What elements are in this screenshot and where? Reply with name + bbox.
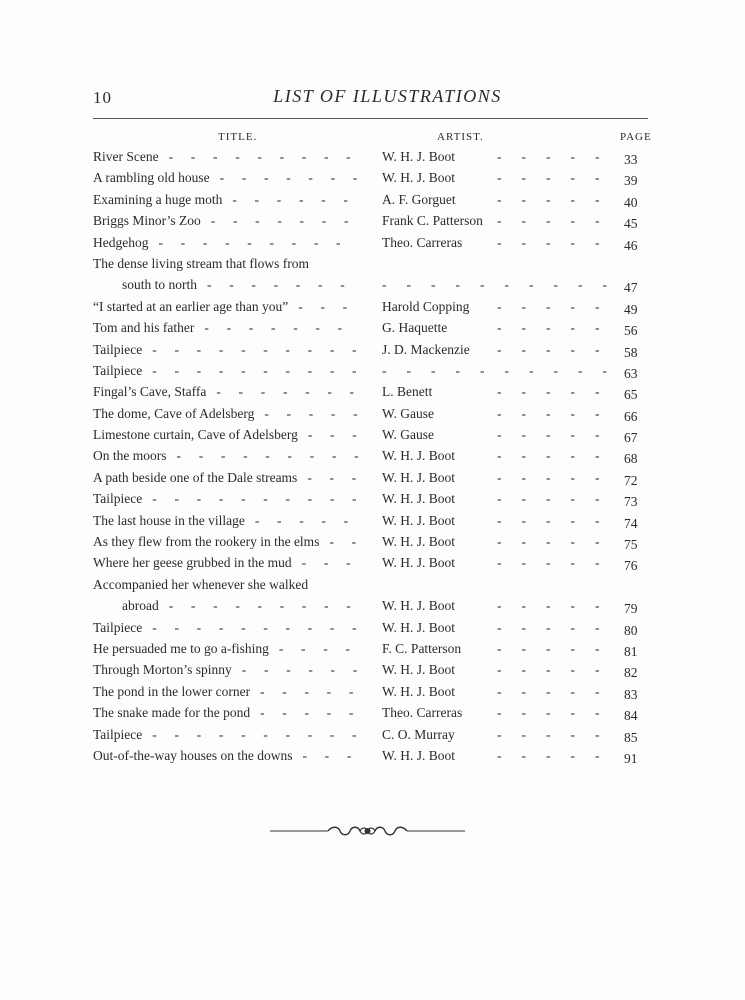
illustration-page-number: 65 <box>624 387 638 403</box>
artist-leader-dots: ----- <box>497 726 620 742</box>
illustration-artist: W. H. J. Boot <box>382 512 456 528</box>
title-leader-dots: ------- <box>207 277 363 293</box>
list-item <box>0 531 745 552</box>
title-leader-dots: -- <box>329 534 374 550</box>
illustration-title: The dense living stream that flows from <box>93 255 309 271</box>
illustration-artist: J. D. Mackenzie <box>382 341 470 357</box>
illustration-artist: C. O. Murray <box>382 726 455 742</box>
list-item <box>0 574 745 595</box>
title-leader-dots: ---------- <box>152 726 375 742</box>
title-leader-dots: --- <box>307 469 374 485</box>
title-leader-dots: ------- <box>219 170 375 186</box>
illustration-title: Hedgehog <box>93 234 149 250</box>
artist-leader-dots: ----- <box>497 149 620 164</box>
list-item <box>0 552 745 573</box>
artist-leader-dots: ----- <box>497 683 620 699</box>
illustration-page-number: 66 <box>624 408 638 424</box>
title-leader-dots: --- <box>301 555 369 571</box>
artist-leader-dots: ----- <box>497 469 620 485</box>
title-leader-dots: ---- <box>278 640 368 656</box>
illustration-page-number: 63 <box>624 365 638 381</box>
illustration-artist: G. Haquette <box>382 320 448 336</box>
illustration-artist: W. H. J. Boot <box>382 662 456 678</box>
illustration-artist: W. H. J. Boot <box>382 149 456 164</box>
artist-leader-dots: ----- <box>497 320 620 336</box>
illustration-title: Tailpiece <box>93 341 143 357</box>
artist-leader-dots: ----- <box>497 619 620 635</box>
illustration-page-number: 33 <box>624 152 638 167</box>
illustration-title: He persuaded me to go a-fishing <box>93 640 269 656</box>
artist-leader-dots: ----- <box>497 534 620 550</box>
illustration-title: Out-of-the-way houses on the downs <box>93 747 293 763</box>
artist-leader-dots: ----- <box>497 705 620 721</box>
illustration-title: Where her geese grubbed in the mud <box>93 555 292 571</box>
illustration-page-number: 45 <box>624 216 638 232</box>
list-item <box>0 445 745 466</box>
illustration-artist: W. Gause <box>382 427 434 443</box>
illustration-artist: W. H. J. Boot <box>382 491 456 507</box>
list-item <box>0 510 745 531</box>
illustration-artist: W. H. J. Boot <box>382 683 456 699</box>
list-item <box>0 189 745 210</box>
list-item <box>0 681 745 702</box>
title-leader-dots: ------- <box>204 320 360 336</box>
illustration-title: The dome, Cave of Adelsberg <box>93 405 255 421</box>
artist-leader-dots: ----- <box>497 170 620 186</box>
illustration-artist: W. H. J. Boot <box>382 598 456 614</box>
illustration-title: The last house in the village <box>93 512 245 528</box>
illustration-artist: W. H. J. Boot <box>382 170 456 186</box>
page-number: 10 <box>93 88 112 107</box>
artist-leader-dots: ---------- <box>382 362 627 378</box>
list-item <box>0 659 745 680</box>
title-leader-dots: ----- <box>254 512 366 528</box>
list-item-continuation <box>0 274 745 295</box>
list-item <box>0 253 745 274</box>
artist-leader-dots: ----- <box>497 427 620 443</box>
illustration-page-number: 58 <box>624 344 638 360</box>
illustration-page-number: 79 <box>624 601 638 617</box>
list-item <box>0 296 745 317</box>
list-item <box>0 617 745 638</box>
illustration-artist: W. Gause <box>382 405 434 421</box>
list-item <box>0 381 745 402</box>
illustration-title: Tailpiece <box>93 619 143 635</box>
artist-leader-dots: ----- <box>497 491 620 507</box>
artist-leader-dots: ----- <box>497 191 620 207</box>
illustration-title: Examining a huge moth <box>93 191 223 207</box>
title-leader-dots: --- <box>298 298 365 314</box>
list-item-continuation <box>0 595 745 616</box>
illustration-artist: L. Benett <box>382 384 433 400</box>
illustration-page-number: 76 <box>624 558 638 574</box>
artist-leader-dots: ----- <box>497 512 620 528</box>
illustration-page-number: 49 <box>624 301 638 317</box>
illustration-title: Tailpiece <box>93 726 143 742</box>
illustration-artist: F. C. Patterson <box>382 640 462 656</box>
illustration-title-continuation: south to north <box>122 277 198 293</box>
artist-leader-dots: ----- <box>497 598 620 614</box>
title-leader-dots: ------- <box>210 213 367 229</box>
artist-leader-dots: ----- <box>497 234 620 250</box>
illustration-page-number: 47 <box>624 280 638 296</box>
title-leader-dots: --- <box>307 427 375 443</box>
artist-leader-dots: ----- <box>497 662 620 678</box>
illustrations-list <box>0 146 745 766</box>
illustration-artist: Theo. Carreras <box>382 234 463 250</box>
title-leader-dots: ---------- <box>152 362 375 378</box>
illustration-page-number: 75 <box>624 537 638 553</box>
illustration-title: Through Morton’s spinny <box>93 662 232 678</box>
artist-leader-dots: ----- <box>497 448 620 464</box>
illustration-title: “I started at an earlier age than you” <box>93 298 289 314</box>
illustration-page-number: 73 <box>624 494 638 510</box>
title-leader-dots: ----- <box>260 683 372 699</box>
illustration-title: A rambling old house <box>93 170 210 186</box>
title-leader-dots: --------- <box>168 149 369 164</box>
artist-leader-dots: ----- <box>497 341 620 357</box>
illustration-page-number: 40 <box>624 194 638 210</box>
illustration-page-number: 83 <box>624 686 638 702</box>
illustration-page-number: 67 <box>624 430 638 446</box>
illustration-page-number: 80 <box>624 622 638 638</box>
artist-leader-dots: ----- <box>497 747 620 763</box>
illustration-page-number: 46 <box>624 237 638 253</box>
title-leader-dots: --------- <box>168 598 369 614</box>
illustration-title: The snake made for the pond <box>93 705 251 721</box>
illustration-title: A path beside one of the Dale streams <box>93 469 298 485</box>
title-leader-dots: ----- <box>260 705 372 721</box>
list-item <box>0 403 745 424</box>
illustration-title: Accompanied her whenever she walked <box>93 576 309 592</box>
illustration-page-number: 74 <box>624 515 638 531</box>
title-leader-dots: --------- <box>176 448 377 464</box>
illustration-artist: W. H. J. Boot <box>382 448 456 464</box>
artist-leader-dots: ----- <box>497 555 620 571</box>
artist-column-header: ARTIST. <box>437 131 484 143</box>
list-item <box>0 360 745 381</box>
list-item <box>0 317 745 338</box>
illustration-page-number: 82 <box>624 665 638 681</box>
illustration-title: Limestone curtain, Cave of Adelsberg <box>93 427 298 443</box>
list-item <box>0 488 745 509</box>
illustration-page-number: 85 <box>624 729 638 745</box>
title-leader-dots: ------ <box>232 191 366 207</box>
illustration-title: Briggs Minor’s Zoo <box>93 213 201 229</box>
illustration-page-number: 81 <box>624 643 638 659</box>
list-item <box>0 424 745 445</box>
illustration-title: Tom and his father <box>93 320 195 336</box>
running-head: LIST OF ILLUSTRATIONS <box>273 86 502 106</box>
artist-leader-dots: ----- <box>497 213 620 229</box>
illustration-title: As they flew from the rookery in the elms <box>93 534 320 550</box>
page-column-header: PAGE <box>620 131 652 143</box>
title-column-header: TITLE. <box>218 131 258 143</box>
title-leader-dots: --------- <box>158 234 359 250</box>
illustration-artist: W. H. J. Boot <box>382 619 456 635</box>
list-item <box>0 167 745 188</box>
title-leader-dots: ---------- <box>152 341 375 357</box>
illustration-page-number: 72 <box>624 472 638 488</box>
list-item <box>0 232 745 253</box>
list-item <box>0 210 745 231</box>
title-leader-dots: ---------- <box>152 619 375 635</box>
list-item <box>0 745 745 766</box>
title-leader-dots: --- <box>302 747 370 763</box>
illustration-page-number: 56 <box>624 323 638 339</box>
list-item <box>0 724 745 745</box>
illustration-title: On the moors <box>93 448 167 464</box>
illustration-page-number: 68 <box>624 451 638 467</box>
title-leader-dots: ----- <box>264 405 376 421</box>
illustration-title: The pond in the lower corner <box>93 683 251 699</box>
illustration-artist: W. H. J. Boot <box>382 555 456 571</box>
title-leader-dots: ------- <box>216 384 372 400</box>
illustration-title: Tailpiece <box>93 362 143 378</box>
artist-leader-dots: ---------- <box>382 277 627 293</box>
list-item <box>0 146 745 167</box>
artist-leader-dots: ----- <box>497 405 620 421</box>
tailpiece-ornament <box>270 822 465 840</box>
illustration-artist: W. H. J. Boot <box>382 469 456 485</box>
list-item <box>0 702 745 723</box>
illustration-page-number: 91 <box>624 750 638 766</box>
title-leader-dots: ------ <box>241 662 375 678</box>
header-rule <box>93 118 648 119</box>
list-item <box>0 638 745 659</box>
illustration-artist: Harold Copping <box>382 298 470 314</box>
illustration-title: Tailpiece <box>93 491 143 507</box>
illustration-title: Fingal’s Cave, Staffa <box>93 384 207 400</box>
illustration-page-number: 39 <box>624 173 638 189</box>
title-leader-dots: ---------- <box>152 491 375 507</box>
illustration-title: River Scene <box>93 149 159 164</box>
illustration-artist: W. H. J. Boot <box>382 534 456 550</box>
illustration-artist: Frank C. Patterson <box>382 213 483 229</box>
illustration-page-number: 84 <box>624 708 638 724</box>
list-item <box>0 339 745 360</box>
artist-leader-dots: ----- <box>497 298 620 314</box>
artist-leader-dots: ----- <box>497 384 620 400</box>
illustration-artist: Theo. Carreras <box>382 705 463 721</box>
list-item <box>0 467 745 488</box>
illustration-artist: A. F. Gorguet <box>382 191 456 207</box>
illustration-title-continuation: abroad <box>122 598 159 614</box>
illustration-artist: W. H. J. Boot <box>382 747 456 763</box>
artist-leader-dots: ----- <box>497 640 620 656</box>
